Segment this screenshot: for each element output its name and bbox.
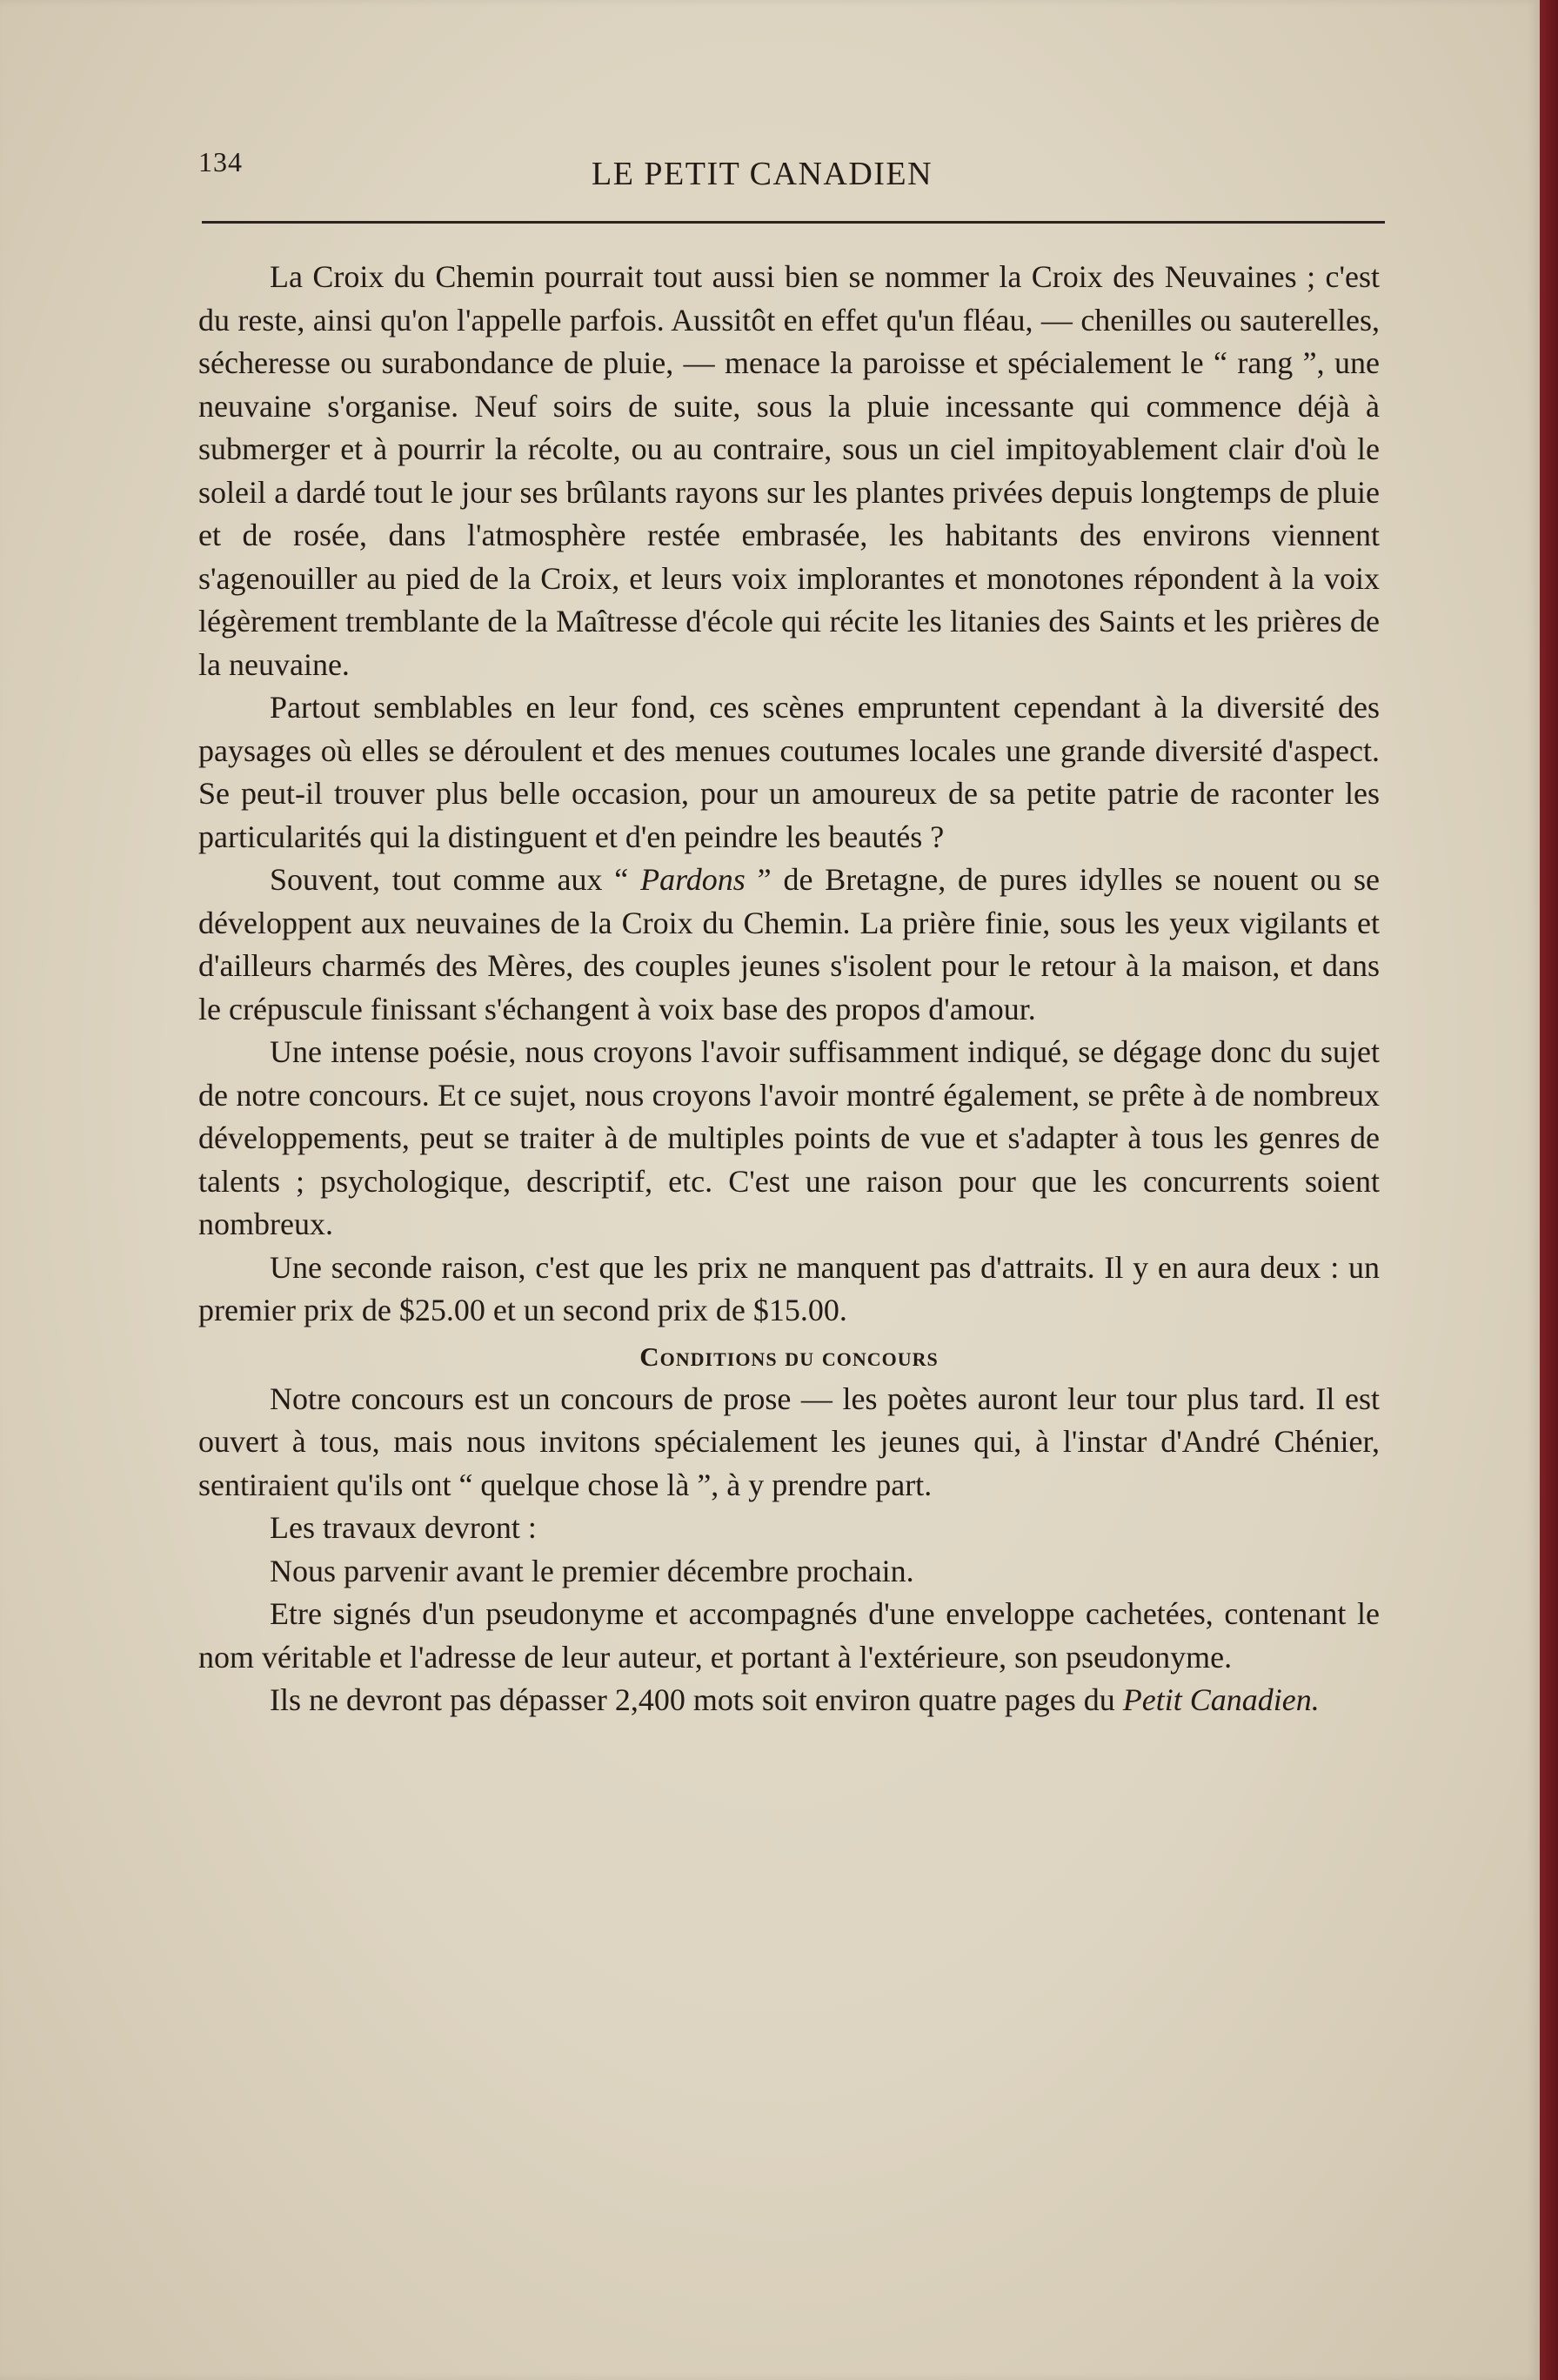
paragraph-8: Nous parvenir avant le premier décembre prochain. [270,1553,914,1588]
paragraph-3-before: Souvent, tout comme aux “ [270,862,641,897]
paragraph-10 [198,1679,1380,1722]
page-header [198,146,1381,207]
paragraph-2: Partout semblables en leur fond, ces scènes empruntent cependant à la diversité des paysages où elles se déroulent et des menues coutumes locales une grande diversité d'aspect. Se peut-il trouver plus belle occasion, pour un amoureux de sa petite patrie de raconter les particularités qui la distinguent et d'en peindre les beautés ? [198,690,1380,854]
article-body [198,256,1380,1722]
paragraph-5: Une seconde raison, c'est que les prix ne manquent pas d'attraits. Il y en aura deux : un premier prix de $25.00 et un second prix de $15.00. [198,1249,1380,1327]
paragraph-7: Les travaux devront : [270,1510,537,1545]
section-heading: Conditions du concours [639,1340,939,1372]
page-number: 134 [198,146,243,177]
paragraph-3 [198,859,1380,1031]
binding-edge [1540,0,1558,2380]
paragraph-3-after: ” de Bretagne, de pures idylles se nouent ou se développent aux neuvaines de la Croix du Chemin. La prière finie, sous les yeux vigilants et d'ailleurs charmés des Mères, des couples jeunes s'isolent pour le retour à la maison, et dans le crépuscule finissant s'échangent à voix base des propos d'amour. [198,862,1380,1026]
paragraph-10-before: Ils ne devront pas dépasser 2,400 mots soit environ quatre pages du [270,1682,1123,1717]
paragraph-3-italic: Pardons [640,862,746,897]
running-title: LE PETIT CANADIEN [592,156,933,192]
paragraph-9: Etre signés d'un pseudonyme et accompagnés d'une enveloppe cachetées, contenant le nom véritable et l'adresse de leur auteur, et portant à l'extérieure, son pseudonyme. [198,1596,1380,1675]
paragraph-10-italic: Petit Canadien. [1122,1682,1320,1717]
header-rule [202,221,1385,224]
paragraph-1: La Croix du Chemin pourrait tout aussi bien se nommer la Croix des Neuvaines ; c'est du reste, ainsi qu'on l'appelle parfois. Aussitôt en effet qu'un fléau, — chenilles ou sauterelles, sécheresse ou surabondance de pluie, — menace la paroisse et spécialement le “ rang ”, une neuvaine s'organise. Neuf soirs de suite, sous la pluie incessante qui commence déjà à submerger et à pourrir la récolte, ou au contraire, sous un ciel impitoyablement clair d'où le soleil a dardé tout le jour ses brûlants rayons sur les plantes privées depuis longtemps de pluie et de rosée, dans l'atmosphère restée embrasée, les habitants des environs viennent s'agenouiller au pied de la Croix, et leurs voix implorantes et monotones répondent à la voix légèrement tremblante de la Maîtresse d'école qui récite les litanies des Saints et les prières de la neuvaine. [198,259,1380,682]
paragraph-4: Une intense poésie, nous croyons l'avoir suffisamment indiqué, se dégage donc du sujet de notre concours. Et ce sujet, nous croyons l'avoir montré également, se prête à de nombreux développements, peut se traiter à de multiples points de vue et s'adapter à tous les genres de talents ; psychologique, descriptif, etc. C'est une raison pour que les concurrents soient nombreux. [198,1034,1380,1241]
paragraph-6: Notre concours est un concours de prose — les poètes auront leur tour plus tard. Il est ouvert à tous, mais nous invitons spécialement les jeunes qui, à l'instar d'André Chénier, sentiraient qu'ils ont “ quelque chose là ”, à y prendre part. [198,1381,1380,1502]
